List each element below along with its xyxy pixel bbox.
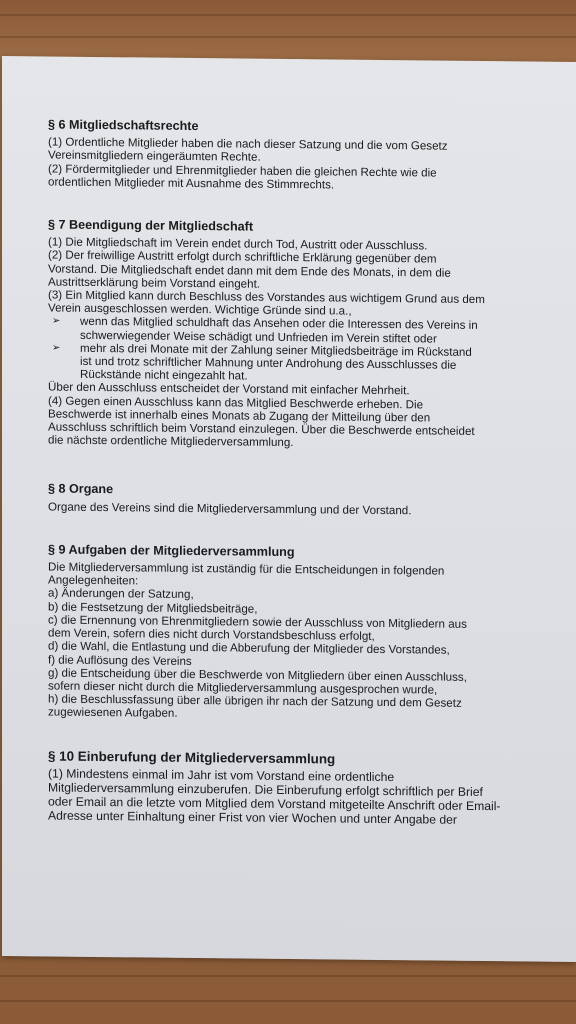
document-content xyxy=(48,118,548,857)
text-line: die nächste ordentliche Mitgliederversammlung. xyxy=(48,433,294,450)
section-7 xyxy=(48,218,548,452)
section-6 xyxy=(48,118,548,193)
text-line: Adresse unter Einhaltung einer Frist von vier Wochen und unter Angabe der xyxy=(48,808,457,827)
arrow-bullet-icon: ➢ xyxy=(52,315,61,328)
text-line: b) die Festsetzung der Mitgliedsbeiträge, xyxy=(48,600,258,616)
text-line: oder Email an die letzte vom Mitglied dem Vorstand mitgeteilte Anschrift oder Email- xyxy=(48,794,501,813)
section-8-title: § 8 Organe xyxy=(48,481,114,497)
text-line: (2) Fördermitglieder und Ehrenmitglieder haben die gleichen Rechte wie die xyxy=(48,162,437,180)
text-line: Ausschluss schriftlich beim Vorstand einzulegen. Über die Beschwerde entscheidet xyxy=(48,420,475,439)
text-line: f) die Auflösung des Vereins xyxy=(48,652,192,668)
text-line: ordentlichen Mitglieder mit Ausnahme des Stimmrechts. xyxy=(48,175,335,192)
text-line: (1) Mindestens einmal im Jahr ist vom Vorstand eine ordentliche xyxy=(48,766,395,784)
section-9 xyxy=(48,543,548,724)
text-line: (2) Der freiwillige Austritt erfolgt durch schriftliche Erklärung gegenüber dem xyxy=(48,248,437,266)
bullet-line: Rückstände nicht eingezahlt hat. xyxy=(80,368,248,383)
section-10-title: § 10 Einberufung der Mitgliederversammlung xyxy=(48,747,336,767)
text-line: Verein ausgeschlossen werden. Wichtige Gründe sind u.a., xyxy=(48,301,352,318)
text-line: Austrittserklärung beim Vorstand eingeht. xyxy=(48,275,261,291)
text-line: Beschwerde ist innerhalb eines Monats ab Zugang der Mitteilung über den xyxy=(48,407,431,425)
section-8 xyxy=(48,483,548,519)
arrow-bullet-icon: ➢ xyxy=(52,342,61,354)
bullet-line: ist und trotz schriftlicher Mahnung unter Androhung des Ausschlusses die xyxy=(80,354,457,372)
text-line: (4) Gegen einen Ausschluss kann das Mitglied Beschwerde erheben. Die xyxy=(48,394,424,412)
section-9-title: § 9 Aufgaben der Mitgliederversammlung xyxy=(48,542,295,559)
text-line: h) die Beschlussfassung über alle übrigen ihr nach der Satzung und dem Gesetz xyxy=(48,692,462,710)
text-line: sofern dieser nicht durch die Mitgliederversammlung ausgesprochen wurde, xyxy=(48,679,438,697)
bullet-line: schwerwiegender Weise schädigt und Unfrieden im Verein stiftet oder xyxy=(80,328,437,346)
bullet-line: mehr als drei Monate mit der Zahlung seiner Mitgliedsbeiträge im Rückstand xyxy=(80,341,472,359)
text-line: g) die Entscheidung über die Beschwerde von Mitgliedern über einen Ausschluss, xyxy=(48,666,467,684)
document-page xyxy=(2,56,576,962)
text-line: (3) Ein Mitglied kann durch Beschluss des Vorstandes aus wichtigem Grund aus dem xyxy=(48,288,485,307)
text-line: (1) Ordentliche Mitglieder haben die nach dieser Satzung und die vom Gesetz xyxy=(48,135,448,153)
section-6-title: § 6 Mitgliedschaftsrechte xyxy=(48,117,199,134)
text-line: Vorstand. Die Mitgliedschaft endet dann mit dem Ende des Monats, in dem die xyxy=(48,262,451,280)
text-line: c) die Ernennung von Ehrenmitgliedern sowie der Ausschluss von Mitgliedern aus xyxy=(48,613,467,631)
text-line: dem Verein, sofern dies nicht durch Vorstandsbeschluss erfolgt, xyxy=(48,626,375,643)
bullet-line: wenn das Mitglied schuldhaft das Ansehen oder die Interessen des Vereins in xyxy=(80,315,478,333)
text-line: Vereinsmitgliedern eingeräumten Rechte. xyxy=(48,148,261,165)
text-line: d) die Wahl, die Entlastung und die Abberufung der Mitglieder des Vorstandes, xyxy=(48,639,450,657)
text-line: a) Änderungen der Satzung, xyxy=(48,586,194,602)
bullet-item xyxy=(48,341,548,386)
text-line: Die Mitgliederversammlung ist zuständig für die Entscheidungen in folgenden xyxy=(48,560,445,578)
text-line: (1) Die Mitgliedschaft im Verein endet durch Tod, Austritt oder Ausschluss. xyxy=(48,235,428,253)
text-line: Über den Ausschluss entscheidet der Vorstand mit einfacher Mehrheit. xyxy=(48,380,410,398)
section-7-title: § 7 Beendigung der Mitgliedschaft xyxy=(48,217,254,234)
text-line: Angelegenheiten: xyxy=(48,573,139,588)
text-line: zugewiesenen Aufgaben. xyxy=(48,705,178,721)
section-10 xyxy=(48,749,548,827)
text-line: Organe des Vereins sind die Mitgliederversammlung und der Vorstand. xyxy=(48,500,412,517)
text-line: Mitgliederversammlung einzuberufen. Die Einberufung erfolgt schriftlich per Brief xyxy=(48,780,483,799)
